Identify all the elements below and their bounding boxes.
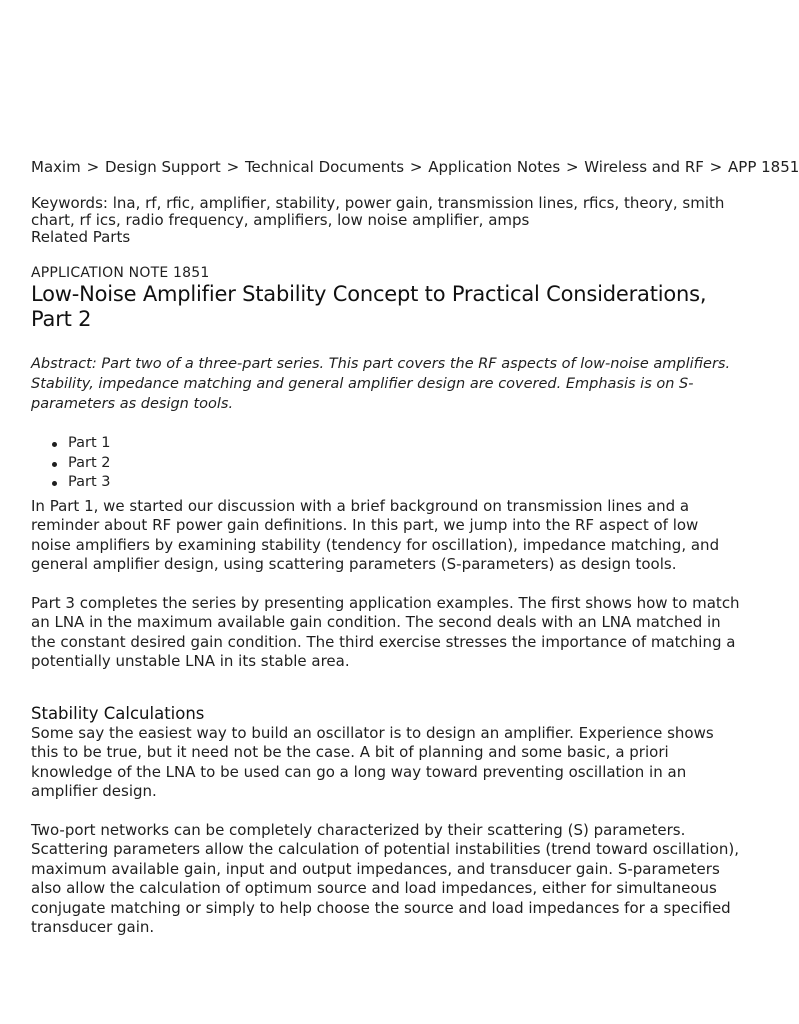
list-item	[51, 434, 741, 454]
stability-paragraph-2: Two-port networks can be completely characterized by their scattering (S) parameters. Scattering parameters allow the calculation of potential instabilities (trend toward oscillation), maximum available gain, input and output impedances, and transducer gain. S-parameters also allow the calculation of optimum source and load impedances, either for simultaneous conjugate matching or simply to help choose the source and load impedances for a specified transducer gain.	[31, 820, 739, 936]
breadcrumb-item-design-support[interactable]: Design Support	[104, 158, 221, 176]
breadcrumb-separator: >	[709, 158, 723, 176]
part-3-link[interactable]: Part 3	[68, 474, 111, 490]
app-note-label: APPLICATION NOTE 1851	[31, 265, 210, 281]
breadcrumb	[31, 157, 799, 177]
list-item	[51, 473, 741, 493]
abstract: Abstract: Part two of a three-part series. This part covers the RF aspects of low-noise amplifiers. Stability, impedance matching and general amplifier design are covered. Emphasis is on S-parameters as design tools.	[31, 356, 731, 412]
breadcrumb-item-maxim[interactable]: Maxim	[31, 158, 81, 176]
keywords-label: Keywords:	[31, 194, 108, 212]
part-1-link[interactable]: Part 1	[68, 435, 111, 451]
article	[31, 157, 799, 938]
breadcrumb-item-technical-documents[interactable]: Technical Documents	[244, 158, 405, 176]
page-title: Low-Noise Amplifier Stability Concept to Practical Considerations, Part 2	[31, 282, 707, 331]
keywords-text: lna, rf, rfic, amplifier, stability, power gain, transmission lines, rfics, theory, smith chart, rf ics, radio frequency, amplifiers, low noise amplifier, amps	[31, 194, 725, 229]
part-2-link[interactable]: Part 2	[68, 454, 111, 471]
breadcrumb-separator: >	[86, 158, 100, 176]
breadcrumb-item-wireless-and-rf[interactable]: Wireless and RF	[584, 158, 704, 176]
related-parts-link[interactable]: Related Parts	[31, 228, 131, 246]
breadcrumb-separator: >	[409, 158, 423, 176]
stability-paragraph-1: Some say the easiest way to build an oscillator is to design an amplifier. Experience shows this to be true, but it need not be the case. A bit of planning and some basic, a priori knowledge of the LNA to be used can go a long way toward preventing oscillation in an amplifier design.	[31, 723, 714, 800]
list-item	[51, 454, 741, 474]
intro-paragraph-1: In Part 1, we started our discussion with a brief background on transmission lines and a reminder about RF power gain definitions. In this part, we jump into the RF aspect of low noise amplifiers by examining stability (tendency for oscillation), impedance matching, and general amplifier design, using scattering parameters (S-parameters) as design tools.	[31, 496, 720, 573]
breadcrumb-item-application-notes[interactable]: Application Notes	[428, 158, 561, 176]
breadcrumb-separator: >	[226, 158, 240, 176]
breadcrumb-item-current: APP 1851	[728, 158, 799, 176]
keywords	[31, 195, 741, 229]
intro-paragraph-2: Part 3 completes the series by presenting application examples. The first shows how to match an LNA in the maximum available gain condition. The second deals with an LNA matched in the constant desired gain condition. The third exercise stresses the importance of matching a potentially unstable LNA in its stable area.	[31, 593, 740, 670]
parts-list	[31, 434, 741, 493]
section-heading-stability: Stability Calculations	[31, 703, 205, 723]
breadcrumb-separator: >	[565, 158, 579, 176]
